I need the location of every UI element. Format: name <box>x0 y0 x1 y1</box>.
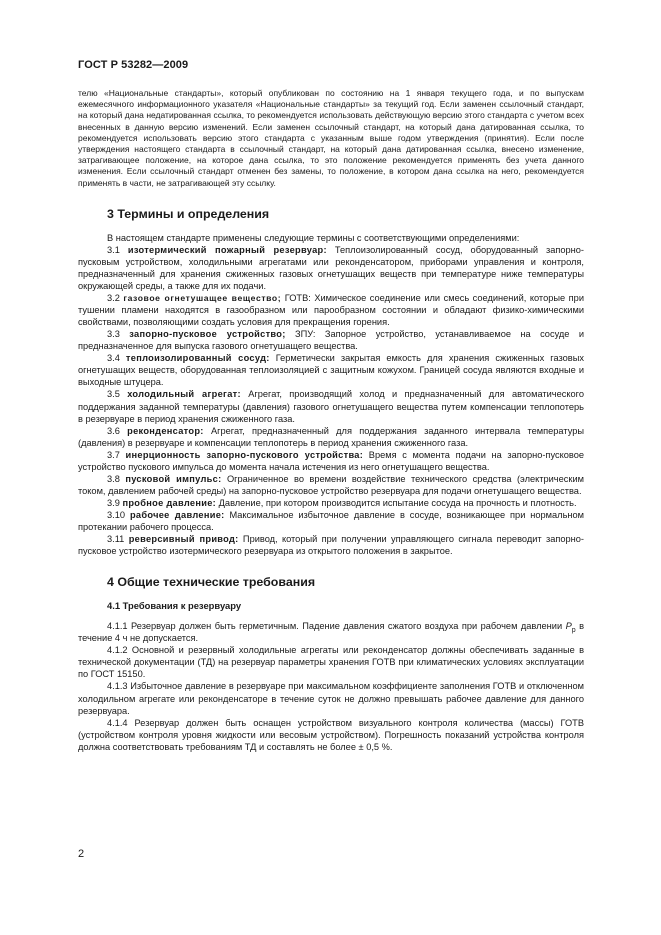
term-name: рабочее давление: <box>129 509 225 520</box>
clause-4-1-2: 4.1.2 Основной и резервный холодильные агрегаты или реконденсатор должны обеспечивать заданные в технической документации (ТД) на резервуар параметры хранения ГОТВ при климатических условиях эксплуатации по ГОСТ 15150. <box>78 645 584 680</box>
intro-paragraph: телю «Национальные стандарты», который опубликован по состоянию на 1 января текущего года, и по выпускам ежемесячного информационного указателя «Национальные стандарты» за текущий год. Если заменен ссылочный стандарт, на который дана недатированная ссылка, то рекомендуется использовать действующую версию этого стандарта с учетом всех внесенных в данную версию изменений. Если заменен ссылочный стандарт, на который дана датированная ссылка, то рекомендуется использовать версию этого стандарта с указанным выше годом утверждения (принятия). Если после утверждения настоящего стандарта в ссылочный стандарт, на который дана датированная ссылка, внесено изменение, затрагивающее положение, на которое дана ссылка, то это положение рекомендуется применять без учета данного изменения. Если ссылочный стандарт отменен без замены, то положение, в котором дана ссылка на него, рекомендуется применять в части, не затрагивающей эту ссылку. <box>78 88 584 188</box>
term-3-3 <box>78 328 584 352</box>
term-definition: Время с момента подачи на запорно-пусковое устройство пускового импульса до момента начала истечения из него огнетушащего вещества. <box>78 449 584 472</box>
term-number: 3.7 <box>107 449 120 460</box>
term-3-5 <box>78 388 584 424</box>
page-number: 2 <box>78 848 85 860</box>
term-definition: ЗПУ: Запорное устройство, устанавливаемое на сосуде и предназначенное для выпуска газового огнетушащего вещества. <box>78 329 584 352</box>
term-3-2 <box>78 292 584 328</box>
pressure-symbol: P <box>565 621 572 632</box>
document-header: ГОСТ Р 53282—2009 <box>78 59 189 71</box>
term-name: газовое огнетушащее вещество; <box>123 293 282 304</box>
term-3-7 <box>78 449 584 473</box>
page-content <box>78 88 584 753</box>
clause-4-1-3: 4.1.3 Избыточное давление в резервуаре при максимальном коэффициенте заполнения ГОТВ и отключенном холодильном агрегате или реконденсаторе в течение суток не должно превышать рабочее давление для данного резервуара. <box>78 681 584 716</box>
term-name: реверсивный привод: <box>128 534 239 545</box>
term-3-6 <box>78 425 584 449</box>
term-number: 3.4 <box>107 353 120 364</box>
term-definition: Агрегат, производящий холод и предназначенный для автоматического поддержания заданной температуры (давления) газового огнетушащего вещества путем компенсации теплопотерь в резервуаре в период хранения сжиженного газа. <box>78 389 584 424</box>
term-3-1 <box>78 244 584 292</box>
term-number: 3.5 <box>107 389 120 400</box>
term-3-9 <box>78 497 584 509</box>
term-name: пробное давление: <box>122 497 217 508</box>
section-3-heading: 3 Термины и определения <box>107 206 270 221</box>
term-name: изотермический пожарный резервуар: <box>127 244 327 255</box>
section-4-heading: 4 Общие технические требования <box>107 575 316 590</box>
term-definition: Герметически закрытая емкость для хранения сжиженных газовых огнетушащих веществ, оборудованная теплоизоляцией с защитным кожухом. Границей сосуда являются входные и выходные штуцера. <box>78 353 584 388</box>
clause-text: в течение 4 ч не допускается. <box>78 621 584 644</box>
term-3-10 <box>78 509 584 533</box>
clause-4-1-1 <box>78 620 584 644</box>
term-name: запорно-пусковое устройство; <box>129 329 286 340</box>
term-3-11 <box>78 533 584 557</box>
term-number: 3.10 <box>107 509 126 520</box>
clause-text: 4.1.1 Резервуар должен быть герметичным. Падение давления сжатого воздуха при рабочем давлении <box>107 621 566 632</box>
term-definition: Привод, который при получении управляющего сигнала переводит запорно-пусковое устройство изотермического резервуара из открытого положения в закрытое. <box>78 534 584 557</box>
term-number: 3.6 <box>107 425 120 436</box>
term-number: 3.3 <box>107 329 120 340</box>
pressure-subscript: р <box>571 627 576 635</box>
clause-4-1-4: 4.1.4 Резервуар должен быть оснащен устройством визуального контроля количества (массы) ГОТВ (устройством контроля уровня жидкости или весовым устройством). Погрешность показаний устройства контроля должна соответствовать требованиям ТД и составлять не более ± 0,5 %. <box>78 717 584 752</box>
term-3-8 <box>78 473 584 497</box>
term-name: холодильный агрегат: <box>127 389 241 400</box>
term-number: 3.1 <box>107 244 120 255</box>
term-3-4 <box>78 352 584 388</box>
term-definition: ГОТВ: Химическое соединение или смесь соединений, которые при тушении пламени находятся в газообразном или парообразном состоянии и обладают физико-химическими свойствами, позволяющими создать условия для прекращения горения. <box>78 293 584 328</box>
term-name: инерционность запорно-пускового устройства: <box>125 449 364 460</box>
term-number: 3.9 <box>107 497 120 508</box>
term-definition: Ограниченное во времени воздействие технического средства (электрическим током, давлением рабочей среды) на запорно-пусковое устройство резервуара для подачи огнетушащего вещества. <box>78 473 584 496</box>
term-name: пусковой импульс: <box>125 473 222 484</box>
term-number: 3.2 <box>107 293 120 304</box>
term-definition: Давление, при котором производится испытание сосуда на прочность и плотность. <box>218 497 577 508</box>
term-name: теплоизолированный сосуд: <box>125 353 270 364</box>
term-definition: Агрегат, предназначенный для поддержания заданного интервала температуры (давления) в резервуаре и компенсации теплопотерь в период хранения сжиженного газа. <box>78 425 585 448</box>
section-4-1-heading: 4.1 Требования к резервуару <box>107 600 242 612</box>
term-name: реконденсатор: <box>127 425 204 436</box>
term-definition: Максимальное избыточное давление в сосуде, возникающее при нормальном протекании рабочего процесса. <box>78 509 585 532</box>
term-number: 3.11 <box>107 534 125 545</box>
term-definition: Теплоизолированный сосуд, оборудованный запорно-пусковым устройством, холодильными агрегатами или реконденсатором, приборами управления и контроля, предназначенный для хранения сжиженных газовых огнетушащих веществ при температуре ниже температуры окружающей среды, а также для их подачи. <box>78 244 585 292</box>
term-number: 3.8 <box>107 473 120 484</box>
section-3-lead: В настоящем стандарте применены следующие термины с соответствующими определениями: <box>107 232 520 243</box>
